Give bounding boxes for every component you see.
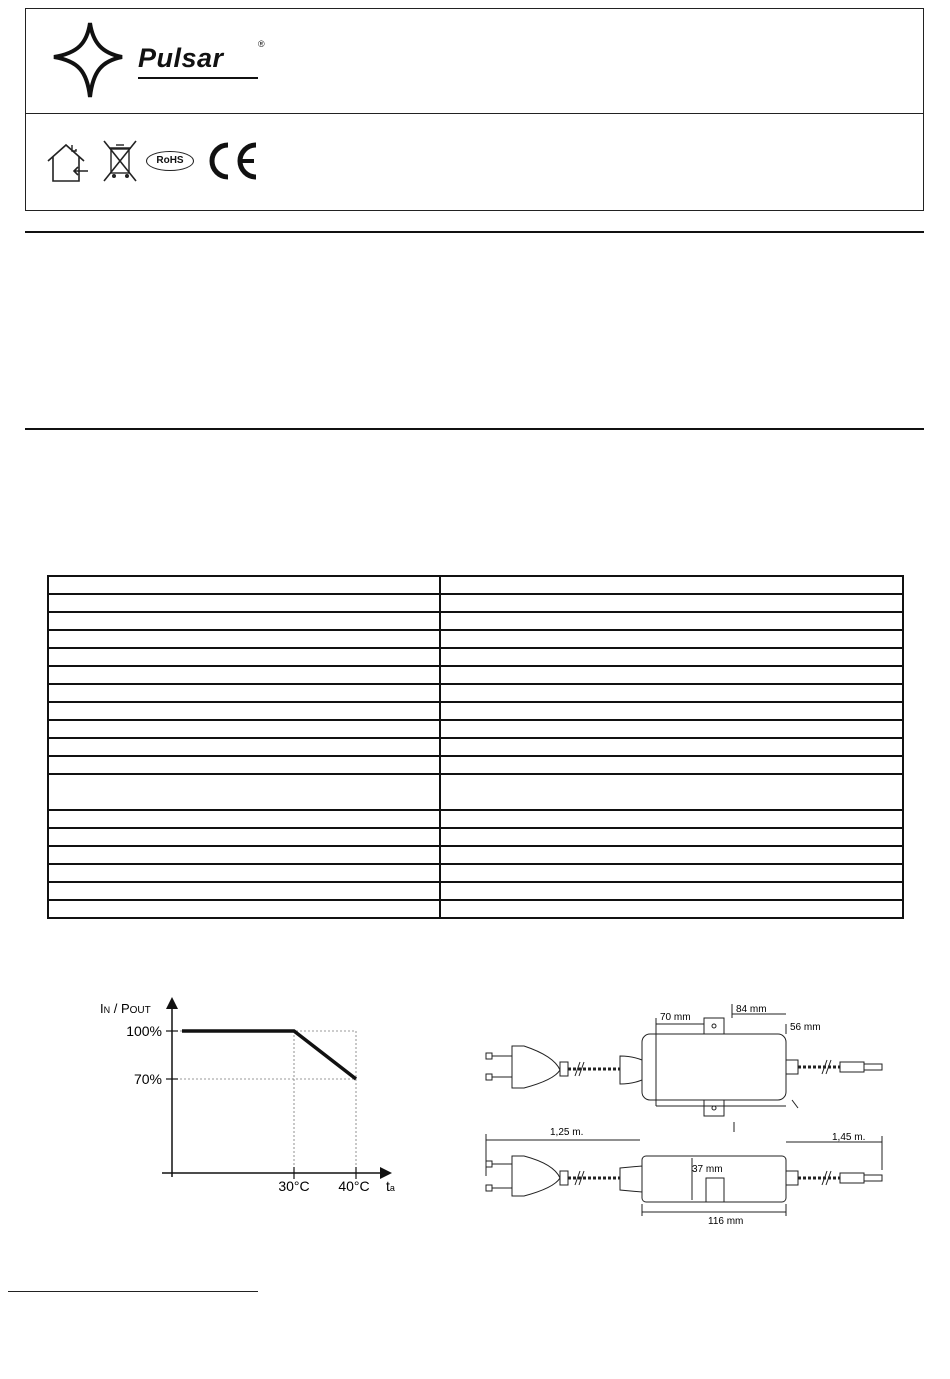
dim-56mm: 56 mm bbox=[790, 1022, 821, 1033]
x-tick-label-40c: 40°C bbox=[338, 1178, 370, 1194]
table-row bbox=[48, 594, 903, 612]
psu-case-side bbox=[642, 1156, 786, 1202]
section-rule-middle bbox=[25, 428, 924, 430]
weee-crossed-bin-icon bbox=[100, 139, 140, 183]
table-row bbox=[48, 738, 903, 756]
table-cell bbox=[440, 666, 903, 684]
registered-mark: ® bbox=[258, 39, 265, 49]
side-view bbox=[486, 1134, 882, 1216]
brand-name: Pulsar bbox=[138, 43, 224, 73]
pulsar-logo bbox=[50, 21, 265, 97]
psu-case-top bbox=[642, 1034, 786, 1100]
table-cell bbox=[48, 828, 440, 846]
table-cell bbox=[440, 702, 903, 720]
table-row bbox=[48, 702, 903, 720]
spec-table bbox=[47, 575, 904, 919]
table-cell bbox=[440, 594, 903, 612]
table-row bbox=[48, 666, 903, 684]
table-cell bbox=[48, 810, 440, 828]
table-cell bbox=[48, 774, 440, 810]
table-row bbox=[48, 720, 903, 738]
table-cell bbox=[440, 900, 903, 918]
table-row bbox=[48, 612, 903, 630]
table-cell bbox=[48, 900, 440, 918]
rohs-icon: RoHS bbox=[146, 151, 194, 171]
derating-chart bbox=[96, 995, 406, 1195]
table-row bbox=[48, 882, 903, 900]
dim-70mm: 70 mm bbox=[660, 1012, 691, 1023]
certification-row bbox=[44, 137, 284, 185]
y-axis-label: IN / POUT bbox=[100, 1001, 151, 1016]
table-cell bbox=[48, 720, 440, 738]
top-view bbox=[486, 1004, 882, 1132]
table-cell bbox=[440, 828, 903, 846]
table-cell bbox=[48, 594, 440, 612]
pulsar-star-icon bbox=[50, 21, 140, 101]
table-cell bbox=[48, 648, 440, 666]
dim-cable-out: 1,45 m. bbox=[832, 1132, 866, 1143]
table-cell bbox=[440, 774, 903, 810]
table-cell bbox=[440, 882, 903, 900]
table-cell bbox=[440, 630, 903, 648]
indoor-use-icon bbox=[44, 141, 92, 185]
mount-tab bbox=[704, 1018, 724, 1034]
table-cell bbox=[440, 756, 903, 774]
table-cell bbox=[48, 630, 440, 648]
dim-cable-in: 1,25 m. bbox=[550, 1127, 584, 1138]
dim-37mm: 37 mm bbox=[692, 1164, 723, 1175]
header-divider bbox=[26, 113, 923, 114]
table-row bbox=[48, 846, 903, 864]
table-row bbox=[48, 684, 903, 702]
mount-tab bbox=[704, 1100, 724, 1116]
table-cell bbox=[440, 576, 903, 594]
table-cell bbox=[440, 720, 903, 738]
table-cell bbox=[48, 738, 440, 756]
section-rule-top bbox=[25, 231, 924, 233]
table-cell bbox=[440, 810, 903, 828]
series-line bbox=[182, 1031, 356, 1079]
table-cell bbox=[48, 576, 440, 594]
table-cell bbox=[48, 864, 440, 882]
table-cell bbox=[440, 846, 903, 864]
table-row bbox=[48, 774, 903, 810]
table-cell bbox=[440, 864, 903, 882]
y-tick-label-100: 100% bbox=[126, 1023, 162, 1039]
x-axis-label: ta bbox=[386, 1178, 395, 1194]
table-cell bbox=[48, 684, 440, 702]
dc-plug bbox=[840, 1062, 864, 1072]
table-cell bbox=[48, 882, 440, 900]
dimension-drawing bbox=[480, 1000, 890, 1225]
ce-mark-icon bbox=[204, 139, 260, 183]
y-tick-label-70: 70% bbox=[133, 1071, 162, 1087]
table-cell bbox=[48, 756, 440, 774]
table-cell bbox=[48, 666, 440, 684]
header-box bbox=[25, 8, 924, 211]
x-tick-label-30c: 30°C bbox=[278, 1178, 310, 1194]
table-cell bbox=[48, 612, 440, 630]
table-row bbox=[48, 648, 903, 666]
table-row bbox=[48, 630, 903, 648]
table-row bbox=[48, 576, 903, 594]
dim-116mm: 116 mm bbox=[708, 1216, 744, 1225]
table-cell bbox=[440, 612, 903, 630]
table-row bbox=[48, 828, 903, 846]
table-cell bbox=[440, 684, 903, 702]
table-cell bbox=[48, 702, 440, 720]
plug-body bbox=[512, 1046, 560, 1088]
dim-84mm: 84 mm bbox=[736, 1004, 767, 1015]
table-row bbox=[48, 810, 903, 828]
table-cell bbox=[48, 846, 440, 864]
table-row bbox=[48, 900, 903, 918]
table-cell bbox=[440, 738, 903, 756]
table-row bbox=[48, 864, 903, 882]
table-cell bbox=[440, 648, 903, 666]
footnote-separator bbox=[8, 1291, 258, 1292]
table-row bbox=[48, 756, 903, 774]
brand-underline bbox=[138, 77, 258, 79]
